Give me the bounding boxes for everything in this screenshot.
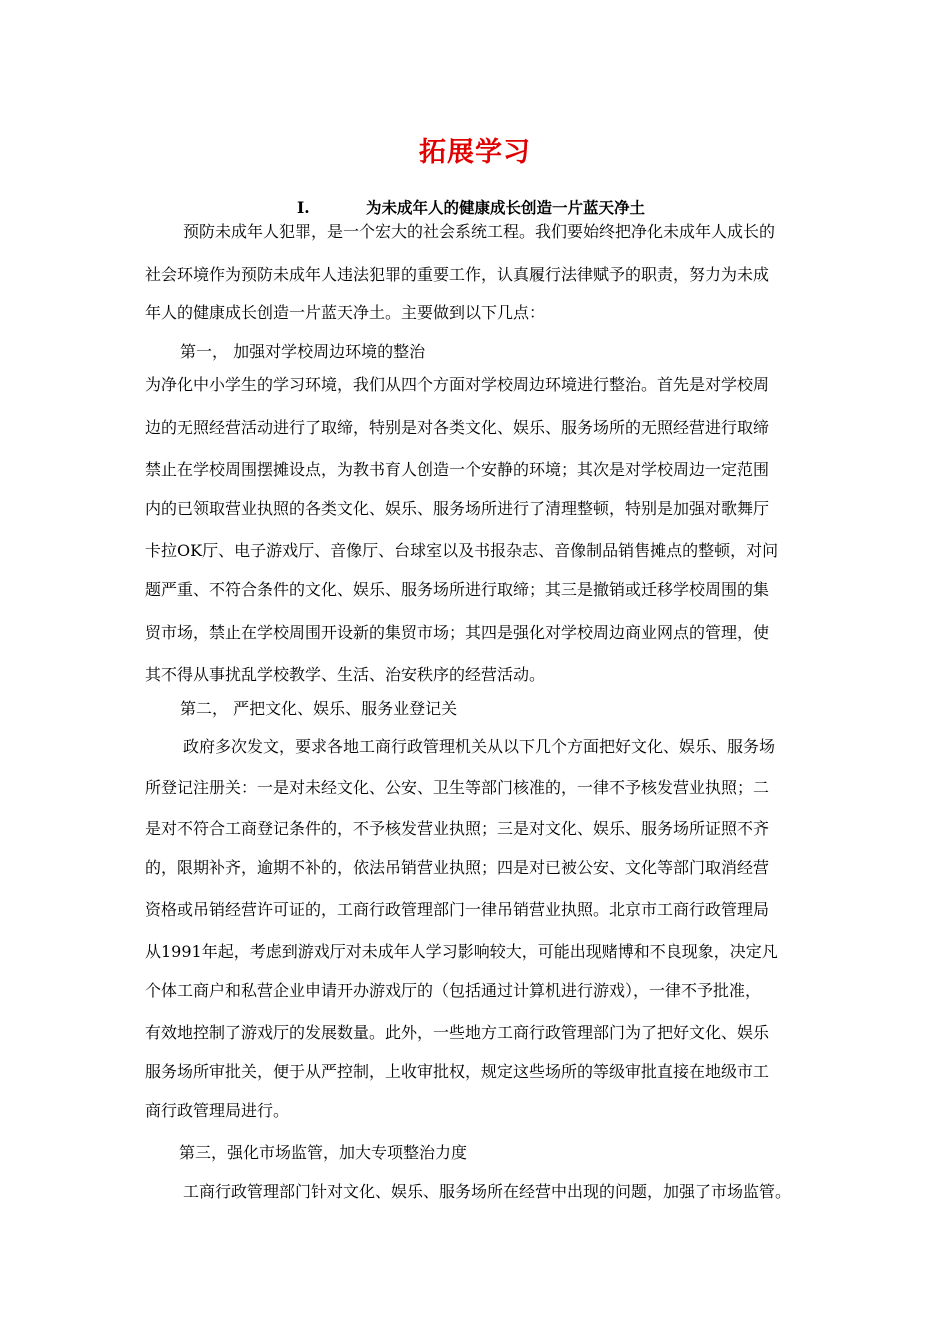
subheading-line: 第一， 加强对学校周边环境的整治 xyxy=(180,342,426,361)
page-title: 拓展学习 xyxy=(419,137,531,168)
paragraph-line: 边的无照经营活动进行了取缔，特别是对各类文化、娱乐、服务场所的无照经营进行取缔 xyxy=(145,418,770,437)
section-number: I. xyxy=(297,198,310,217)
paragraph-line: 商行政管理局进行。 xyxy=(145,1101,290,1120)
paragraph-line: 其不得从事扰乱学校教学、生活、治安秩序的经营活动。 xyxy=(145,665,546,684)
paragraph-line: 内的已领取营业执照的各类文化、娱乐、服务场所进行了清理整顿，特别是加强对歌舞厅 xyxy=(145,499,770,518)
subheading-line: 第二， 严把文化、娱乐、服务业登记关 xyxy=(180,699,458,718)
paragraph-line: 社会环境作为预防未成年人违法犯罪的重要工作，认真履行法律赋予的职责，努力为未成 xyxy=(145,265,770,284)
paragraph-line: 资格或吊销经营许可证的，工商行政管理部门一律吊销营业执照。北京市工商行政管理局 xyxy=(145,900,770,919)
paragraph-line: 政府多次发文，要求各地工商行政管理机关从以下几个方面把好文化、娱乐、服务场 xyxy=(183,737,776,756)
paragraph-line: 所登记注册关：一是对未经文化、公安、卫生等部门核准的，一律不予核发营业执照；二 xyxy=(145,778,770,797)
paragraph-line: 预防未成年人犯罪，是一个宏大的社会系统工程。我们要始终把净化未成年人成长的 xyxy=(183,222,776,241)
paragraph-line: 题严重、不符合条件的文化、娱乐、服务场所进行取缔；其三是撤销或迁移学校周围的集 xyxy=(145,580,770,599)
paragraph-line: 是对不符合工商登记条件的，不予核发营业执照；三是对文化、娱乐、服务场所证照不齐 xyxy=(145,819,770,838)
section-heading xyxy=(297,196,645,218)
paragraph-line: 卡拉OK厅、电子游戏厅、音像厅、台球室以及书报杂志、音像制品销售摊点的整顿，对问 xyxy=(145,541,779,560)
section-title: 为未成年人的健康成长创造一片蓝天净土 xyxy=(366,198,646,217)
paragraph-line: 贸市场，禁止在学校周围开设新的集贸市场；其四是强化对学校周边商业网点的管理，使 xyxy=(145,623,770,642)
paragraph-line: 为净化中小学生的学习环境，我们从四个方面对学校周边环境进行整治。首先是对学校周 xyxy=(145,375,770,394)
paragraph-line: 个体工商户和私营企业申请开办游戏厅的（包括通过计算机进行游戏），一律不予批准， xyxy=(145,981,762,1000)
paragraph-line: 服务场所审批关，便于从严控制，上收审批权，规定这些场所的等级审批直接在地级市工 xyxy=(145,1062,770,1081)
paragraph-line: 工商行政管理部门针对文化、娱乐、服务场所在经营中出现的问题，加强了市场监管。 xyxy=(183,1182,792,1201)
subheading-line: 第三，强化市场监管，加大专项整治力度 xyxy=(179,1143,468,1162)
paragraph-line: 的，限期补齐，逾期不补的，依法吊销营业执照；四是对已被公安、文化等部门取消经营 xyxy=(145,858,770,877)
paragraph-line: 有效地控制了游戏厅的发展数量。此外，一些地方工商行政管理部门为了把好文化、娱乐 xyxy=(145,1023,770,1042)
paragraph-line: 禁止在学校周围摆摊设点，为教书育人创造一个安静的环境；其次是对学校周边一定范围 xyxy=(145,460,770,479)
paragraph-line: 年人的健康成长创造一片蓝天净土。主要做到以下几点： xyxy=(145,303,546,322)
paragraph-line: 从1991年起，考虑到游戏厅对未成年人学习影响较大，可能出现赌博和不良现象，决定凡 xyxy=(145,942,778,961)
